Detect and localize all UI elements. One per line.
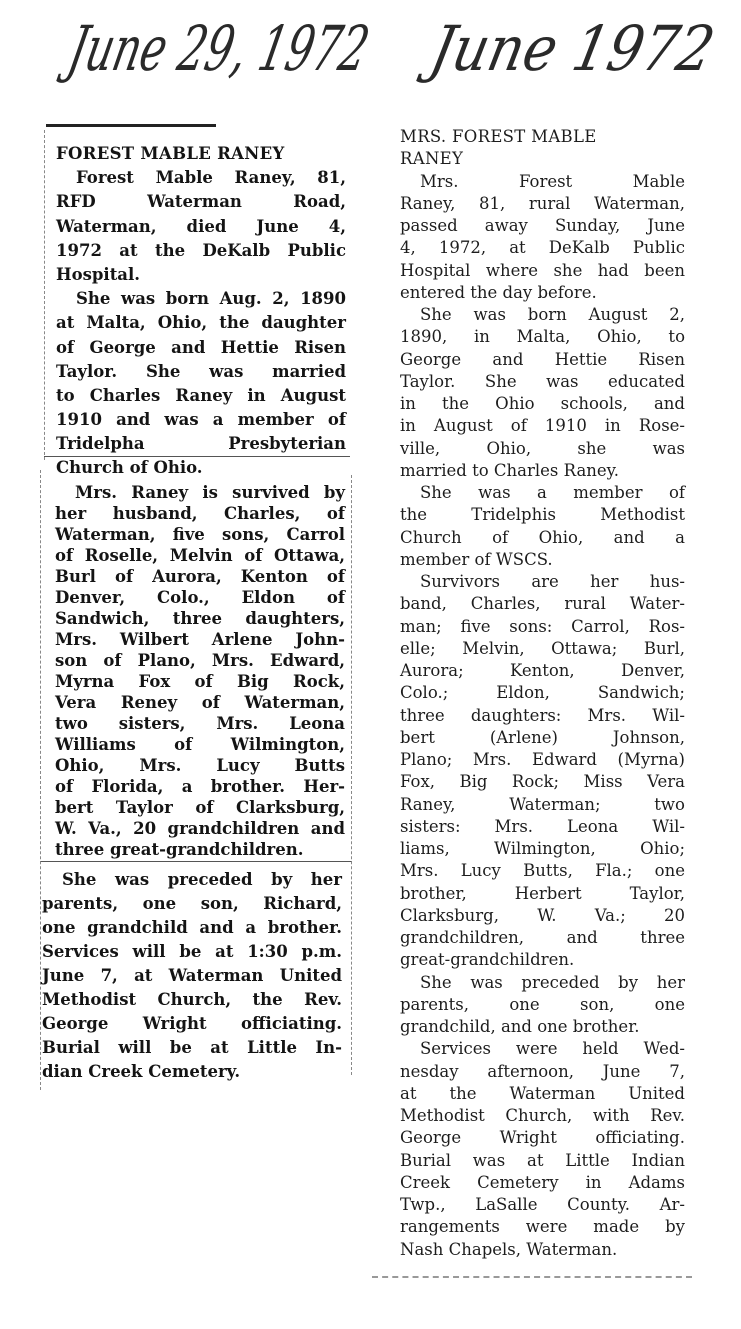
text-line: grandchildren, and three	[400, 928, 685, 947]
text-line: in August of 1910 in Rose-	[400, 416, 685, 436]
obituary-right-column	[400, 126, 685, 1261]
text-line: brother, Herbert Taylor,	[400, 883, 685, 903]
paragraph-group	[56, 166, 346, 480]
text-line: She was preceded by her	[420, 972, 685, 992]
text-line: Raney, Waterman; two	[400, 794, 685, 814]
text-line: 4, 1972, at DeKalb Public	[400, 238, 685, 258]
text-line: Colo.; Eldon, Sandwich;	[400, 683, 685, 703]
left-edge	[44, 130, 45, 460]
text-line: Williams of Wilmington,	[55, 735, 345, 754]
text-line: ville, Ohio, she was	[400, 438, 685, 458]
top-rule	[46, 124, 216, 127]
text-line: her husband, Charles, of	[55, 504, 345, 523]
text-line: Burial was at Little Indian	[400, 1150, 685, 1170]
text-line: great-grandchildren.	[400, 950, 575, 970]
bottom-rule	[372, 1276, 692, 1278]
divider-rule-2	[40, 861, 352, 862]
text-line: liams, Wilmington, Ohio;	[400, 839, 685, 858]
left-edge-2	[40, 470, 41, 1090]
obituary-left-block-3	[42, 868, 342, 1084]
text-line: Aurora; Kenton, Denver,	[400, 661, 685, 680]
text-line: of Roselle, Melvin of Ottawa,	[55, 546, 345, 565]
text-line: Burial will be at Little In-	[42, 1038, 342, 1057]
text-line: rangements were made by	[400, 1217, 685, 1237]
text-line: three great-grandchildren.	[55, 840, 304, 859]
text-line: Mrs. Lucy Butts, Fla.; one	[400, 861, 685, 881]
text-line: 1890, in Malta, Ohio, to	[400, 327, 685, 347]
obituary-left-title: FOREST MABLE RANEY	[56, 144, 285, 163]
obituary-left-block-2	[55, 482, 345, 860]
text-line: dian Creek Cemetery.	[42, 1062, 241, 1081]
text-line: Taylor. She was educated	[400, 371, 685, 391]
text-line: Waterman, five sons, Carrol	[55, 525, 345, 544]
obituary-right-title-line: MRS. FOREST MABLE	[400, 127, 597, 146]
text-line: Forest Mable Raney, 81,	[76, 168, 346, 188]
text-line: Taylor. She was married	[56, 361, 346, 381]
text-line: Hospital where she had been	[400, 260, 685, 280]
text-line: Waterman, died June 4,	[56, 216, 346, 236]
text-line: of George and Hettie Risen	[56, 337, 346, 357]
text-line: to Charles Raney in August	[56, 385, 346, 405]
text-line: band, Charles, rural Water-	[400, 594, 685, 614]
text-line: W. Va., 20 grandchildren and	[55, 819, 345, 838]
paragraph	[400, 1038, 685, 1261]
text-line: man; five sons: Carrol, Ros-	[400, 616, 685, 636]
text-line: grandchild, and one brother.	[400, 1017, 640, 1036]
paragraph	[400, 571, 685, 972]
text-line: parents, one son, Richard,	[42, 894, 342, 913]
paragraph	[400, 482, 685, 571]
text-line: elle; Melvin, Ottawa; Burl,	[400, 638, 685, 658]
text-line: parents, one son, one	[400, 994, 685, 1014]
text-line: at the Waterman United	[400, 1083, 685, 1103]
text-line: Mrs. Raney is survived by	[75, 483, 345, 502]
text-line: George Wright officiating.	[42, 1014, 342, 1033]
text-line: sisters: Mrs. Leona Wil-	[400, 816, 685, 836]
text-line: George and Hettie Risen	[400, 349, 685, 369]
paragraph	[56, 287, 346, 481]
text-line: Services were held Wed-	[420, 1039, 685, 1059]
text-line: Methodist Church, with Rev.	[400, 1106, 685, 1125]
text-line: Mrs. Forest Mable	[420, 171, 685, 191]
handwritten-date-right: June 1972	[424, 12, 721, 85]
paragraph	[400, 171, 685, 305]
text-line: She was born August 2,	[420, 305, 685, 324]
text-line: 1972 at the DeKalb Public	[56, 240, 346, 260]
text-line: June 7, at Waterman United	[42, 966, 342, 985]
text-line: the Tridelphis Methodist	[400, 505, 685, 525]
text-line: 1910 and was a member of	[56, 410, 346, 430]
text-line: one grandchild and a brother.	[42, 918, 342, 937]
text-line: son of Plano, Mrs. Edward,	[55, 651, 345, 670]
text-line: Raney, 81, rural Waterman,	[400, 193, 685, 213]
text-line: Fox, Big Rock; Miss Vera	[400, 772, 685, 792]
text-line: Church of Ohio, and a	[400, 527, 685, 547]
text-line: entered the day before.	[400, 282, 597, 302]
text-line: Hospital.	[56, 264, 141, 284]
paragraph	[56, 166, 346, 287]
text-line: Methodist Church, the Rev.	[42, 990, 342, 1009]
right-edge-2	[351, 475, 352, 1075]
paragraph-group	[400, 171, 685, 1261]
text-line: passed away Sunday, June	[400, 216, 685, 235]
text-line: Services will be at 1:30 p.m.	[42, 942, 342, 961]
text-line: Church of Ohio.	[56, 458, 203, 478]
paragraph	[400, 304, 685, 482]
text-line: Denver, Colo., Eldon of	[55, 588, 345, 607]
text-line: She was a member of	[420, 483, 685, 502]
text-line: member of WSCS.	[400, 549, 553, 569]
paragraph	[42, 868, 342, 1084]
text-line: Nash Chapels, Waterman.	[400, 1239, 618, 1259]
text-line: nesday afternoon, June 7,	[400, 1061, 685, 1081]
text-line: Tridelpha Presbyterian	[56, 434, 346, 454]
paragraph	[55, 482, 345, 860]
text-line: Sandwich, three daughters,	[55, 609, 345, 628]
obituary-right-title-line: RANEY	[400, 149, 464, 169]
text-line: Vera Reney of Waterman,	[55, 693, 345, 712]
obituary-left-block-1	[56, 142, 346, 481]
paragraph-group	[55, 482, 345, 860]
text-line: bert Taylor of Clarksburg,	[55, 798, 345, 817]
text-line: bert (Arlene) Johnson,	[400, 727, 685, 747]
text-line: Burl of Aurora, Kenton of	[55, 567, 345, 586]
text-line: married to Charles Raney.	[400, 460, 620, 480]
text-line: two sisters, Mrs. Leona	[55, 714, 345, 733]
text-line: Ohio, Mrs. Lucy Butts	[55, 756, 345, 775]
text-line: Creek Cemetery in Adams	[400, 1172, 685, 1192]
text-line: She was born Aug. 2, 1890	[76, 289, 346, 309]
text-line: three daughters: Mrs. Wil-	[400, 705, 685, 725]
text-line: She was preceded by her	[62, 870, 342, 889]
text-line: Plano; Mrs. Edward (Myrna)	[400, 750, 685, 769]
paragraph-group	[42, 868, 342, 1084]
text-line: in the Ohio schools, and	[400, 394, 685, 413]
paragraph	[400, 972, 685, 1039]
text-line: Twp., LaSalle County. Ar-	[400, 1195, 685, 1214]
text-line: Clarksburg, W. Va.; 20	[400, 905, 685, 925]
text-line: Mrs. Wilbert Arlene John-	[55, 630, 345, 649]
text-line: of Florida, a brother. Her-	[55, 777, 345, 796]
text-line: Myrna Fox of Big Rock,	[55, 672, 345, 691]
text-line: RFD Waterman Road,	[56, 192, 346, 212]
text-line: at Malta, Ohio, the daughter	[56, 313, 346, 333]
handwritten-date-left: June 29, 1972	[62, 12, 376, 85]
text-line: George Wright officiating.	[400, 1128, 685, 1148]
text-line: Survivors are her hus-	[420, 572, 685, 591]
